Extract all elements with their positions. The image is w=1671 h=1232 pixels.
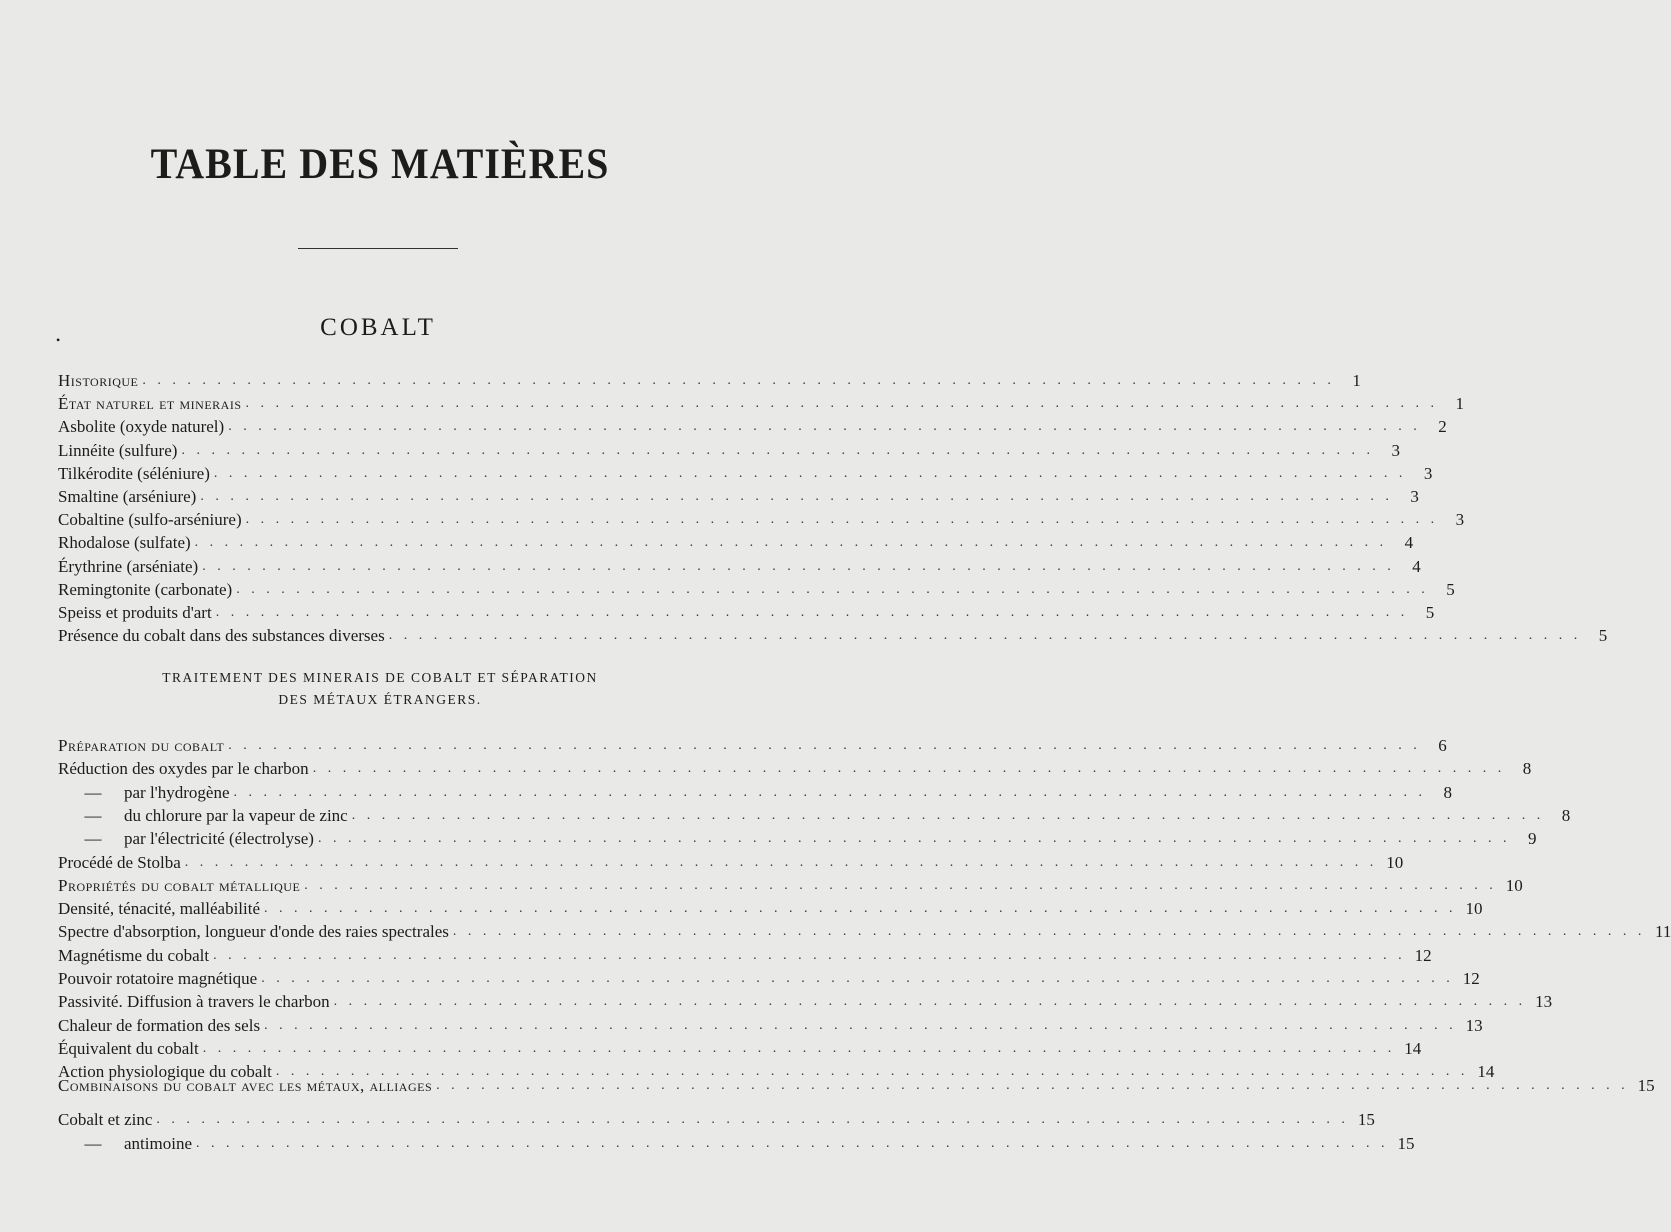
dot-leader: . . . . . . . . . . . . . . . . . . . . . . . . . . . . . . . . . . . . . . . . . . . . . . . . . . . . . . . . . . . . . . . . . . . . . . . . . . . . . . . . (156, 1112, 1349, 1127)
toc-page-number: 9 (1527, 829, 1537, 849)
toc-page-number: 6 (1438, 736, 1447, 755)
toc-page-number: 5 (1425, 603, 1435, 622)
dot-leader: . . . . . . . . . . . . . . . . . . . . . . . . . . . . . . . . . . . . . . . . . . . . . . . . . . . . . . . . . . . . . . . . . . . . . . . . . . . . . . . . (142, 373, 1335, 388)
toc-page-number: 8 (1522, 759, 1532, 779)
toc-page-number: 3 (1423, 463, 1433, 483)
toc-entry-dash: — (84, 805, 102, 825)
toc-page-number: 12 (1462, 969, 1480, 988)
toc-entry-label (58, 806, 348, 826)
toc-entry-label: Smaltine (arséniure) (58, 487, 197, 506)
toc-entry-label (58, 1134, 192, 1154)
toc-entry-label (58, 829, 314, 849)
toc-entry (58, 989, 1553, 1012)
toc-entry (58, 484, 1419, 507)
toc-entry-label: Cobalt et zinc (58, 1110, 153, 1129)
dot-leader: . . . . . . . . . . . . . . . . . . . . . . . . . . . . . . . . . . . . . . . . . . . . . . . . . . . . . . . . . . . . . . . . . . . . . . . . . . . . . . . . (236, 581, 1429, 597)
dot-leader: . . . . . . . . . . . . . . . . . . . . . . . . . . . . . . . . . . . . . . . . . . . . . . . . . . . . . . . . . . . . . . . . . . . . . . . . . . . . . . . . (275, 1064, 1469, 1080)
toc-entry-label: Speiss et produits d'art (58, 603, 212, 622)
dot-leader: . . . . . . . . . . . . . . . . . . . . . . . . . . . . . . . . . . . . . . . . . . . . . . . . . . . . . . . . . . . . . . . . . . . . . . . . . . . . . . . . (233, 784, 1426, 800)
toc-entry-label: Équivalent du cobalt (58, 1038, 199, 1058)
dot-leader: . . . . . . . . . . . . . . . . . . . . . . . . . . . . . . . . . . . . . . . . . . . . . . . . . . . . . . . . . . . . . . . . . . . . . . . . . . . . . . . . (228, 738, 1421, 753)
toc-page-number: 1 (1352, 371, 1361, 390)
toc-entry-label: Passivité. Diffusion à travers le charbon (58, 992, 330, 1012)
toc-page-number: 11 (1655, 922, 1671, 942)
toc-entry (58, 554, 1421, 577)
toc-entry (58, 1131, 1415, 1154)
toc-entry-label: Linnéite (sulfure) (58, 440, 178, 460)
toc-page-number: 10 (1505, 875, 1523, 895)
toc-entry (58, 919, 1671, 942)
section-heading-line2: DES MÉTAUX ÉTRANGERS. (278, 692, 482, 707)
dot-leader: . . . . . . . . . . . . . . . . . . . . . . . . . . . . . . . . . . . . . . . . . . . . . . . . . . . . . . . . . . . . . . . . . . . . . . . . . . . . . . . . (194, 535, 1388, 551)
toc-entry-label: Asbolite (oxyde naturel) (58, 417, 225, 437)
dot-leader: . . . . . . . . . . . . . . . . . . . . . . . . . . . . . . . . . . . . . . . . . . . . . . . . . . . . . . . . . . . . . . . . . . . . . . . . . . . . . . . . (312, 761, 1506, 777)
toc-entry (58, 966, 1480, 989)
toc-entry (58, 803, 1571, 826)
toc-entry-label: Propriétés du cobalt métallique (58, 875, 301, 895)
toc-entry-label (58, 783, 230, 803)
dot-leader: . . . . . . . . . . . . . . . . . . . . . . . . . . . . . . . . . . . . . . . . . . . . . . . . . . . . . . . . . . . . . . . . . . . . . . . . . . . . . . . . (200, 489, 1393, 504)
section-title: COBALT (320, 314, 436, 341)
toc-entry-label: Chaleur de formation des sels (58, 1015, 261, 1035)
dot-leader: . . . . . . . . . . . . . . . . . . . . . . . . . . . . . . . . . . . . . . . . . . . . . . . . . . . . . . . . . . . . . . . . . . . . . . . . . . . . . . . . (213, 465, 1407, 481)
toc-entry-label: Densité, ténacité, malléabilité (58, 899, 261, 919)
toc-page-number: 5 (1446, 579, 1455, 599)
toc-entry-label: Procédé de Stolba (58, 852, 181, 872)
toc-entry-label: Réduction des oxydes par le charbon (58, 759, 309, 779)
toc-page-number: 3 (1455, 510, 1465, 530)
dot-leader: . . . . . . . . . . . . . . . . . . . . . . . . . . . . . . . . . . . . . . . . . . . . . . . . . . . . . . . . . . . . . . . . . . . . . . . . . . . . . . . . (181, 442, 1374, 458)
dot-leader: . . . . . . . . . . . . . . . . . . . . . . . . . . . . . . . . . . . . . . . . . . . . . . . . . . . . . . . . . . . . . . . . . . . . . . . . . . . . . . . . (304, 877, 1497, 893)
toc-entry-label: Cobaltine (sulfo-arséniure) (58, 510, 242, 530)
dot-leader: . . . . . . . . . . . . . . . . . . . . . . . . . . . . . . . . . . . . . . . . . . . . . . . . . . . . . . . . . . . . . . . . . . . . . . . . . . . . . . . . (184, 854, 1378, 870)
toc-page-number: 15 (1397, 1133, 1415, 1153)
toc-entry (58, 368, 1361, 391)
dot-leader: . . . . . . . . . . . . . . . . . . . . . . . . . . . . . . . . . . . . . . . . . . . . . . . . . . . . . . . . . . . . . . . . . . . . . . . . . . . . . . . . (333, 994, 1527, 1010)
toc-page-number: 12 (1414, 945, 1432, 965)
dot-leader: . . . . . . . . . . . . . . . . . . . . . . . . . . . . . . . . . . . . . . . . . . . . . . . . . . . . . . . . . . . . . . . . . . . . . . . . . . . . . . . . (195, 1135, 1389, 1151)
toc-entry (58, 1107, 1375, 1130)
dot-leader: . . . . . . . . . . . . . . . . . . . . . . . . . . . . . . . . . . . . . . . . . . . . . . . . . . . . . . . . . . . . . . . . . . . . . . . . . . . . . . . . (202, 558, 1395, 574)
toc-entry-text: par l'hydrogène (124, 782, 230, 802)
toc-entry (58, 391, 1464, 414)
dot-leader: . . . . . . . . . . . . . . . . . . . . . . . . . . . . . . . . . . . . . . . . . . . . . . . . . . . . . . . . . . . . . . . . . . . . . . . . . . . . . . . . (351, 807, 1545, 823)
toc-page-number: 13 (1465, 1015, 1483, 1035)
dot-leader: . . . . . . . . . . . . . . . . . . . . . . . . . . . . . . . . . . . . . . . . . . . . . . . . . . . . . . . . . . . . . . . . . . . . . . . . . . . . . . . . (317, 831, 1511, 847)
toc-entry (58, 1036, 1422, 1059)
toc-page-number: 1 (1455, 394, 1464, 414)
title-rule (298, 248, 458, 249)
toc-entry-label: Spectre d'absorption, longueur d'onde des raies spectrales (58, 922, 449, 942)
toc-page-number: 2 (1438, 417, 1447, 437)
toc-entry (58, 873, 1523, 896)
toc-page-number: 8 (1561, 805, 1571, 825)
toc-entry (58, 1013, 1483, 1036)
toc-entry-label: Érythrine (arséniate) (58, 556, 199, 576)
dot-leader: . . . . . . . . . . . . . . . . . . . . . . . . . . . . . . . . . . . . . . . . . . . . . . . . . . . . . . . . . . . . . . . . . . . . . . . . . . . . . . . . (264, 1017, 1457, 1033)
toc-entry (58, 600, 1435, 623)
dot-leader: . . . . . . . . . . . . . . . . . . . . . . . . . . . . . . . . . . . . . . . . . . . . . . . . . . . . . . . . . . . . . . . . . . . . . . . . . . . . . . . . (228, 419, 1421, 435)
dot-leader: . . . . . . . . . . . . . . . . . . . . . . . . . . . . . . . . . . . . . . . . . . . . . . . . . . . . . . . . . . . . . . . . . . . . . . . . . . . . . . . . (245, 396, 1438, 412)
toc-page-number: 14 (1477, 1062, 1495, 1082)
toc-entry-label: État naturel et minerais (58, 394, 242, 414)
page-title: TABLE DES MATIÈRES (150, 139, 610, 188)
dot-leader: . . . . . . . . . . . . . . . . . . . . . . . . . . . . . . . . . . . . . . . . . . . . . . . . . . . . . . . . . . . . . . . . . . . . . . . . . . . . . . . . (261, 971, 1454, 986)
toc-entry (58, 530, 1414, 553)
toc-page-number: 4 (1404, 533, 1414, 553)
toc-page-number: 15 (1357, 1110, 1375, 1129)
dot-leader: . . . . . . . . . . . . . . . . . . . . . . . . . . . . . . . . . . . . . . . . . . . . . . . . . . . . . . . . . . . . . . . . . . . . . . . . . . . . . . . . (213, 947, 1406, 963)
toc-entry-label: Tilkérodite (séléniure) (58, 463, 210, 483)
dot-leader: . . . . . . . . . . . . . . . . . . . . . . . . . . . . . . . . . . . . . . . . . . . . . . . . . . . . . . . . . . . . . . . . . . . . . . . . . . . . . . . . (202, 1040, 1396, 1056)
toc-page-number: 10 (1465, 899, 1483, 919)
dot-leader: . . . . . . . . . . . . . . . . . . . . . . . . . . . . . . . . . . . . . . . . . . . . . . . . . . . . . . . . . . . . . . . . . . . . . . . . . . . . . . . . (436, 1078, 1629, 1093)
toc-page-number: 3 (1410, 487, 1419, 506)
toc-entry-label: Remingtonite (carbonate) (58, 579, 233, 599)
toc-entry-label: Rhodalose (sulfate) (58, 533, 191, 553)
toc-entry (58, 896, 1483, 919)
toc-entry-dash: — (84, 782, 102, 802)
dot-leader: . . . . . . . . . . . . . . . . . . . . . . . . . . . . . . . . . . . . . . . . . . . . . . . . . . . . . . . . . . . . . . . . . . . . . . . . . . . . . . . . (245, 512, 1439, 528)
section-heading-line1: TRAITEMENT DES MINERAIS DE COBALT ET SÉPARATION (162, 670, 598, 685)
toc-entry (58, 1073, 1655, 1096)
toc-entry (58, 943, 1432, 966)
toc-entry (58, 733, 1447, 756)
toc-entry-label: Action physiologique du cobalt (58, 1062, 272, 1082)
toc-entry-label: Historique (58, 371, 139, 390)
toc-entry-text: du chlorure par la vapeur de zinc (124, 805, 348, 825)
toc-entry (58, 826, 1537, 849)
toc-page-number: 13 (1535, 992, 1553, 1012)
dot-leader: . . . . . . . . . . . . . . . . . . . . . . . . . . . . . . . . . . . . . . . . . . . . . . . . . . . . . . . . . . . . . . . . . . . . . . . . . . . . . . . . (264, 901, 1457, 917)
toc-entry (58, 507, 1465, 530)
toc-entry (58, 414, 1447, 437)
toc-page-number: 5 (1598, 626, 1608, 646)
toc-entry-label: Présence du cobalt dans des substances diverses (58, 626, 385, 646)
toc-entry-label: Pouvoir rotatoire magnétique (58, 969, 258, 988)
dot-leader: . . . . . . . . . . . . . . . . . . . . . . . . . . . . . . . . . . . . . . . . . . . . . . . . . . . . . . . . . . . . . . . . . . . . . . . . . . . . . . . . (452, 924, 1646, 940)
toc-entry (58, 438, 1400, 461)
toc-entry (58, 780, 1452, 803)
toc-page-number: 14 (1404, 1038, 1422, 1058)
toc-entry-label: Préparation du cobalt (58, 736, 225, 755)
toc-page-number: 8 (1443, 782, 1452, 802)
toc-page-number: 10 (1386, 852, 1404, 872)
toc-entry (58, 756, 1532, 779)
toc-entry (58, 850, 1404, 873)
toc-entry-label: Combinaisons du cobalt avec les métaux, alliages (58, 1076, 433, 1095)
toc-entry (58, 577, 1455, 600)
toc-page-number: 4 (1412, 556, 1421, 576)
toc-entry (58, 461, 1433, 484)
toc-page-number: 15 (1637, 1076, 1655, 1095)
toc-entry-text: antimoine (124, 1133, 192, 1153)
dot-leader: . . . . . . . . . . . . . . . . . . . . . . . . . . . . . . . . . . . . . . . . . . . . . . . . . . . . . . . . . . . . . . . . . . . . . . . . . . . . . . . . (388, 628, 1582, 644)
toc-entry-label: Magnétisme du cobalt (58, 945, 210, 965)
toc-entry (58, 623, 1608, 646)
toc-entry-text: par l'électricité (électrolyse) (124, 829, 314, 849)
bullet-mark: • (56, 333, 61, 347)
toc-entry-dash: — (84, 829, 102, 849)
dot-leader: . . . . . . . . . . . . . . . . . . . . . . . . . . . . . . . . . . . . . . . . . . . . . . . . . . . . . . . . . . . . . . . . . . . . . . . . . . . . . . . . (215, 605, 1409, 620)
toc-page-number: 3 (1391, 440, 1400, 460)
toc-entry-dash: — (84, 1133, 102, 1153)
